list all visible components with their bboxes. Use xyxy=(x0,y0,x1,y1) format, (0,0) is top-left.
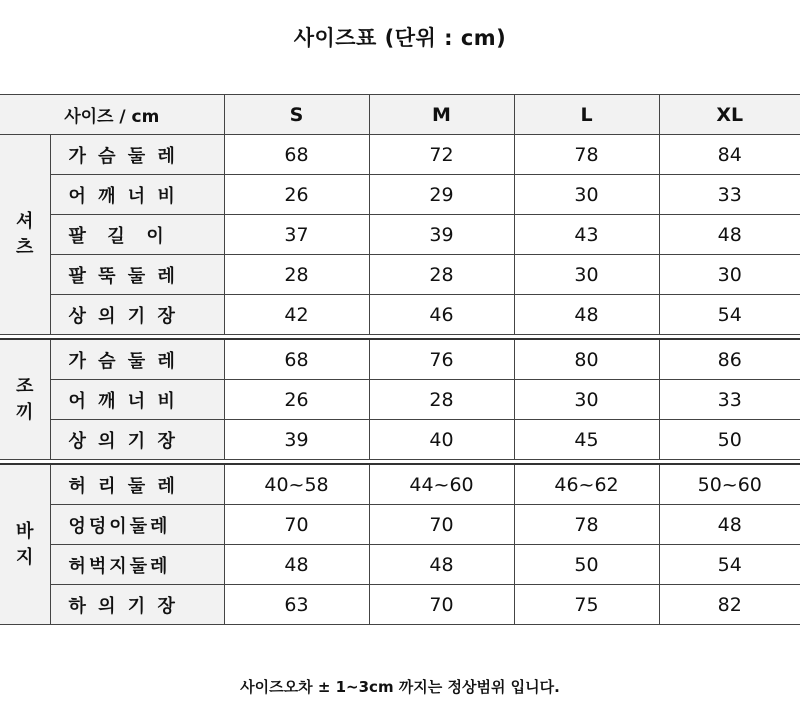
measurement-label: 허 리 둘 레 xyxy=(50,464,224,505)
measurement-label: 어 깨 너 비 xyxy=(50,380,224,420)
size-header-s: S xyxy=(224,95,369,135)
measurement-value: 43 xyxy=(514,215,659,255)
measurement-value: 37 xyxy=(224,215,369,255)
measurement-value: 72 xyxy=(369,135,514,175)
table-row xyxy=(0,545,800,585)
measurement-value: 26 xyxy=(224,380,369,420)
measurement-value: 68 xyxy=(224,339,369,380)
measurement-value: 70 xyxy=(369,585,514,625)
measurement-value: 28 xyxy=(369,255,514,295)
measurement-value: 76 xyxy=(369,339,514,380)
category-label: 조 끼 xyxy=(0,339,50,460)
table-row xyxy=(0,255,800,295)
table-row xyxy=(0,464,800,505)
size-header-xl: XL xyxy=(659,95,800,135)
measurement-value: 68 xyxy=(224,135,369,175)
measurement-value: 48 xyxy=(659,215,800,255)
measurement-value: 63 xyxy=(224,585,369,625)
measurement-label: 상 의 기 장 xyxy=(50,420,224,460)
measurement-value: 40 xyxy=(369,420,514,460)
measurement-value: 42 xyxy=(224,295,369,335)
measurement-value: 44~60 xyxy=(369,464,514,505)
table-row xyxy=(0,215,800,255)
table-row xyxy=(0,585,800,625)
measurement-value: 40~58 xyxy=(224,464,369,505)
measurement-label: 엉덩이둘레 xyxy=(50,505,224,545)
measurement-value: 39 xyxy=(369,215,514,255)
measurement-value: 54 xyxy=(659,545,800,585)
measurement-value: 30 xyxy=(514,175,659,215)
measurement-value: 78 xyxy=(514,135,659,175)
measurement-label: 가 슴 둘 레 xyxy=(50,339,224,380)
measurement-value: 30 xyxy=(514,255,659,295)
measurement-label: 팔 뚝 둘 레 xyxy=(50,255,224,295)
measurement-value: 39 xyxy=(224,420,369,460)
measurement-value: 48 xyxy=(224,545,369,585)
category-label: 셔 츠 xyxy=(0,135,50,335)
measurement-value: 33 xyxy=(659,175,800,215)
measurement-value: 50 xyxy=(514,545,659,585)
table-row xyxy=(0,339,800,380)
measurement-value: 26 xyxy=(224,175,369,215)
measurement-value: 46 xyxy=(369,295,514,335)
measurement-value: 48 xyxy=(659,505,800,545)
measurement-value: 45 xyxy=(514,420,659,460)
page-title: 사이즈표 (단위 : cm) xyxy=(293,26,507,50)
measurement-value: 30 xyxy=(659,255,800,295)
measurement-value: 48 xyxy=(514,295,659,335)
category-label: 바 지 xyxy=(0,464,50,625)
measurement-value: 33 xyxy=(659,380,800,420)
measurement-value: 86 xyxy=(659,339,800,380)
table-row xyxy=(0,295,800,335)
measurement-label: 팔 길 이 xyxy=(50,215,224,255)
measurement-value: 46~62 xyxy=(514,464,659,505)
measurement-label: 가 슴 둘 레 xyxy=(50,135,224,175)
measurement-label: 상 의 기 장 xyxy=(50,295,224,335)
size-header-l: L xyxy=(514,95,659,135)
measurement-value: 75 xyxy=(514,585,659,625)
measurement-value: 29 xyxy=(369,175,514,215)
size-header-m: M xyxy=(369,95,514,135)
measurement-label: 하 의 기 장 xyxy=(50,585,224,625)
size-tolerance-note: 사이즈오차 ± 1~3cm 까지는 정상범위 입니다. xyxy=(240,678,560,696)
measurement-value: 82 xyxy=(659,585,800,625)
measurement-value: 28 xyxy=(369,380,514,420)
measurement-label: 허벅지둘레 xyxy=(50,545,224,585)
measurement-value: 70 xyxy=(224,505,369,545)
table-row xyxy=(0,420,800,460)
table-row xyxy=(0,135,800,175)
measurement-value: 50~60 xyxy=(659,464,800,505)
measurement-value: 84 xyxy=(659,135,800,175)
measurement-value: 70 xyxy=(369,505,514,545)
measurement-value: 48 xyxy=(369,545,514,585)
measurement-value: 78 xyxy=(514,505,659,545)
table-row xyxy=(0,175,800,215)
corner-header: 사이즈 / cm xyxy=(0,95,224,135)
size-table xyxy=(0,94,800,625)
measurement-value: 50 xyxy=(659,420,800,460)
header-row xyxy=(0,95,800,135)
measurement-value: 30 xyxy=(514,380,659,420)
table-row xyxy=(0,380,800,420)
measurement-value: 28 xyxy=(224,255,369,295)
measurement-value: 80 xyxy=(514,339,659,380)
measurement-label: 어 깨 너 비 xyxy=(50,175,224,215)
measurement-value: 54 xyxy=(659,295,800,335)
table-row xyxy=(0,505,800,545)
